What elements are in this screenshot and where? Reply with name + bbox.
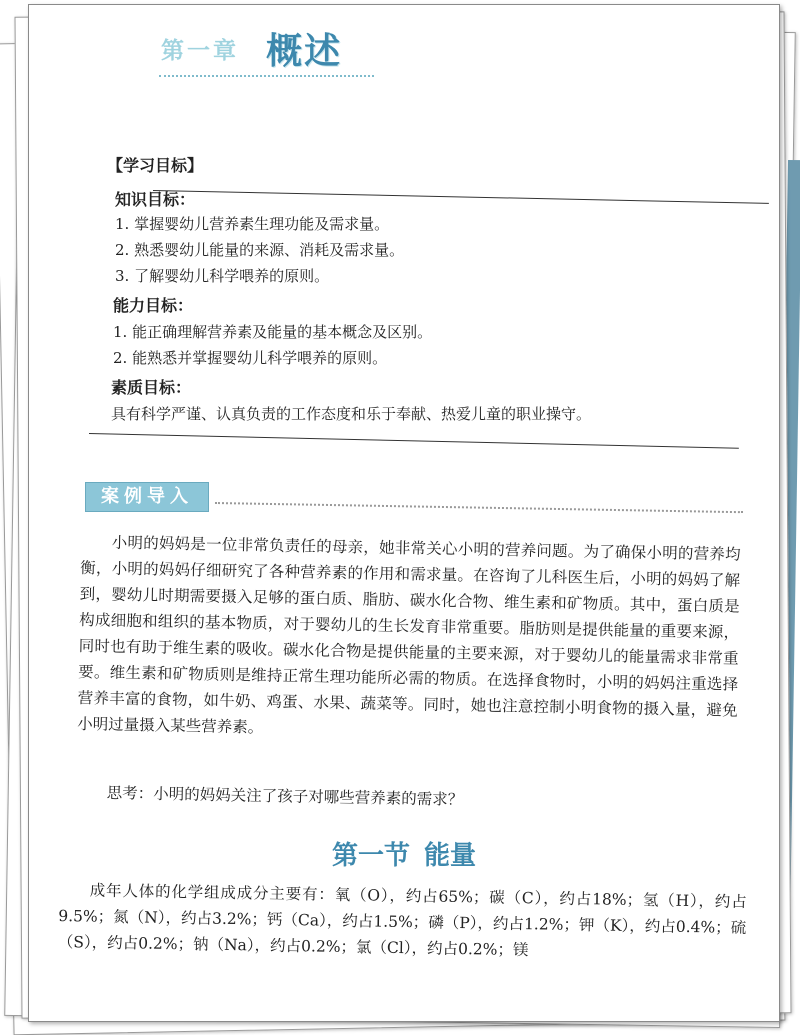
book-page [28, 4, 780, 1022]
case-intro-banner [85, 482, 209, 512]
knowledge-goal-item: 2. 熟悉婴幼儿能量的来源、消耗及需求量。 [115, 241, 405, 259]
chapter-underline [159, 75, 374, 77]
chapter-header [161, 23, 342, 74]
quality-goal-item: 具有科学严谨、认真负责的工作态度和乐于奉献、热爱儿童的职业操守。 [111, 405, 592, 423]
body-paragraph-text: 成年人体的化学组成成分主要有：氧（O），约占65%；碳（C），约占18%；氢（H），约占9.5%；氮（N），约占3.2%；钙（Ca），约占1.5%；磷（P），约占1.2%；钾（K），约占0.4%；硫（S），约占0.2%；钠（Na），约占0.2%；氯（Cl），约占0.2%；镁 [57, 881, 747, 960]
case-paragraph-text: 小明的妈妈是一位非常负责任的母亲，她非常关心小明的营养问题。为了确保小明的营养均衡，小明的妈妈仔细研究了各种营养素的作用和需求量。在咨询了儿科医生后，小明的妈妈了解到，婴幼儿时期需要摄入足够的蛋白质、脂肪、碳水化合物、维生素和矿物质。其中，蛋白质是构成细胞和组织的基本物质，对于婴幼儿的生长发育非常重要。脂肪则是提供能量的重要来源，同时也有助于维生素的吸收。碳水化合物是提供能量的主要来源，对于婴幼儿的能量需求非常重要。维生素和矿物质则是维持正常生理功能所必需的物质。在选择食物时，小明的妈妈注重选择营养丰富的食物，如牛奶、鸡蛋、水果、蔬菜等。同时，她也注意控制小明食物的摄入量，避免小明过量摄入某些营养素。 [77, 533, 741, 737]
ability-goal-item: 2. 能熟悉并掌握婴幼儿科学喂养的原则。 [113, 349, 388, 367]
body-paragraph [58, 877, 747, 967]
objectives-top-rule [153, 190, 769, 204]
quality-goals-title: 素质目标： [111, 378, 192, 397]
case-intro-label: 案例导入 [101, 486, 193, 507]
ability-goals-title: 能力目标： [113, 296, 194, 315]
section-heading [29, 835, 779, 872]
ability-goal-item: 1. 能正确理解营养素及能量的基本概念及区别。 [113, 323, 433, 341]
knowledge-goals-title: 知识目标： [115, 190, 196, 209]
section-title: 能量 [424, 841, 477, 871]
section-number: 第一节 [331, 841, 410, 871]
objectives-bottom-rule [89, 433, 739, 449]
objectives-heading: 【学习目标】 [107, 156, 204, 175]
knowledge-goal-item: 3. 了解婴幼儿科学喂养的原则。 [115, 267, 330, 285]
learning-objectives [89, 147, 769, 473]
chapter-title: 概述 [266, 31, 343, 72]
case-dotted-rule [215, 502, 743, 513]
chapter-number: 第一章 [161, 38, 239, 64]
knowledge-goal-item: 1. 掌握婴幼儿营养素生理功能及需求量。 [115, 215, 390, 233]
case-question: 思考：小明的妈妈关注了孩子对哪些营养素的需求？ [106, 783, 464, 809]
case-paragraph [77, 529, 741, 750]
